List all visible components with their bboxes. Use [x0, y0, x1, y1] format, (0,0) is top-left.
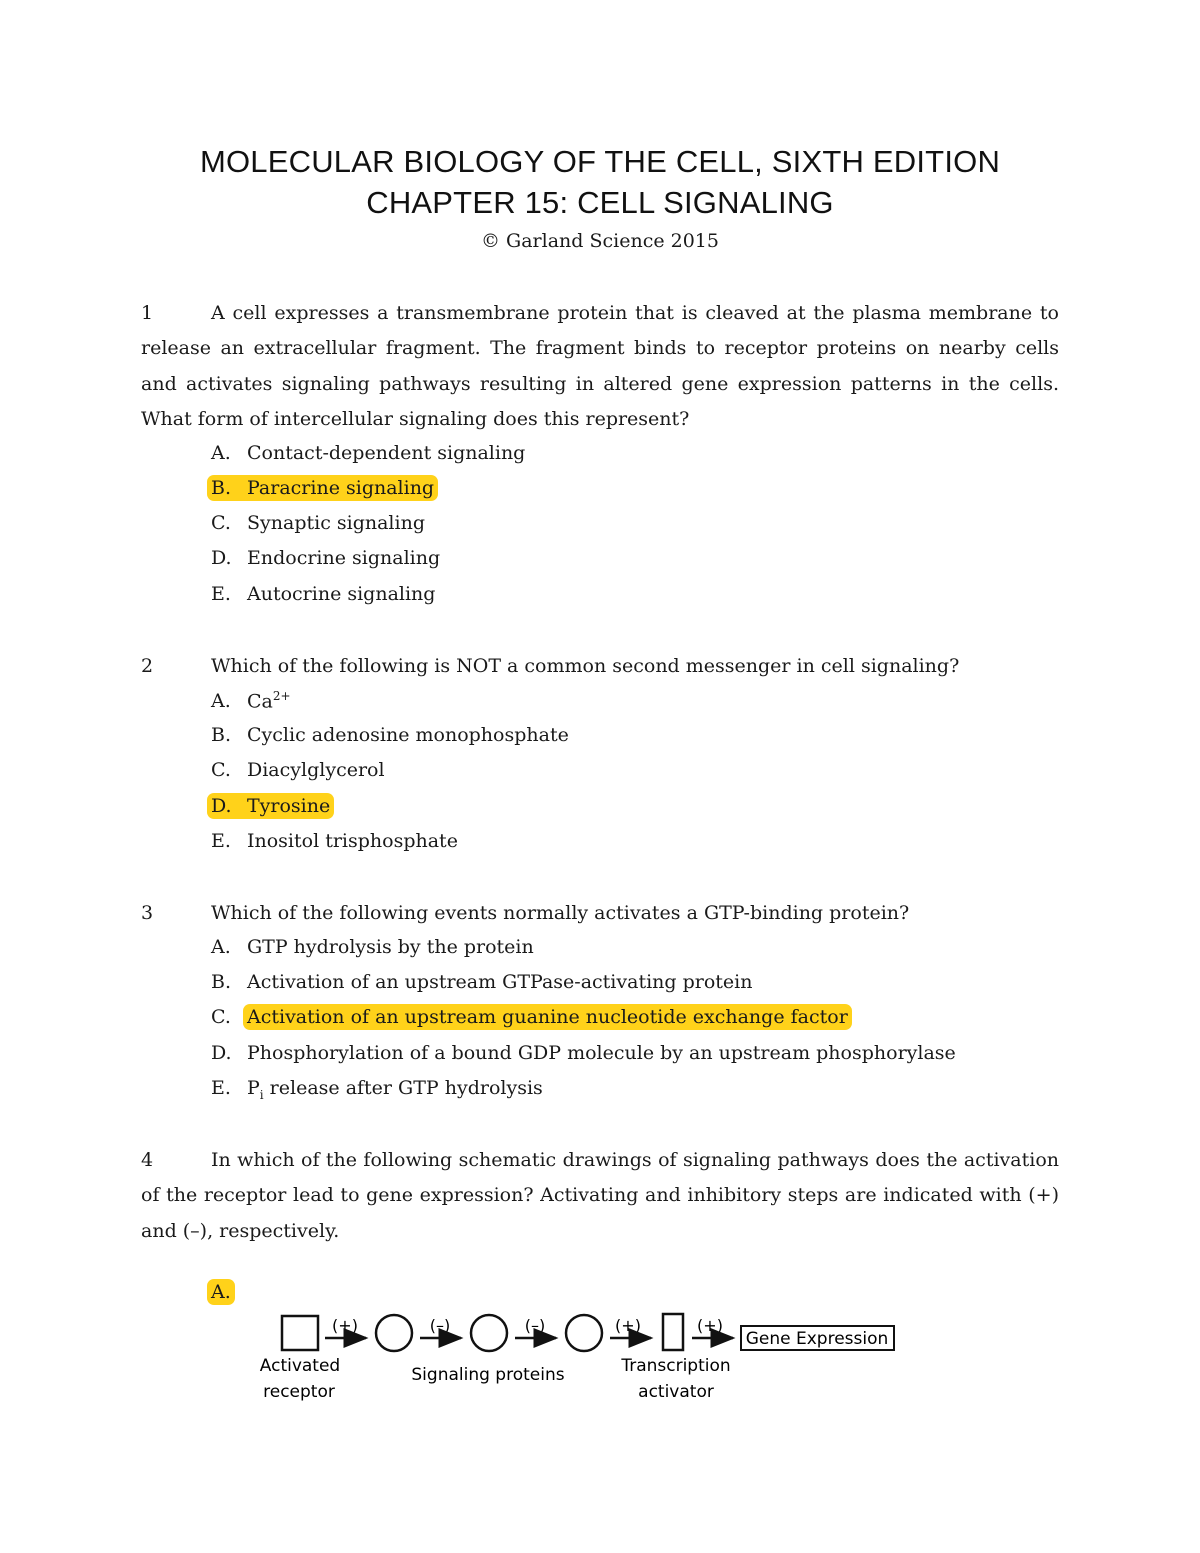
document-title-line2: CHAPTER 15: CELL SIGNALING [366, 185, 834, 220]
answer-highlight: Activation of an upstream guanine nucleotide exchange factor [243, 1004, 852, 1030]
document-title-line1: MOLECULAR BIOLOGY OF THE CELL, SIXTH EDITION [199, 144, 1001, 179]
question-number: 1 [141, 302, 154, 324]
transcription-activator-rect [663, 1314, 683, 1350]
question-1-option-e: E. Autocrine signaling [211, 583, 436, 605]
question-3-option-c: C. Activation of an upstream guanine nucleotide exchange factor [211, 1006, 852, 1028]
question-4-option-a-label [211, 1281, 235, 1303]
signaling-proteins-label: Signaling proteins [411, 1365, 565, 1385]
question-2-option-c: C. Diacylglycerol [211, 759, 385, 781]
step-4-sign: (+) [615, 1316, 641, 1335]
question-3 [141, 896, 1059, 931]
answer-highlight: A. [207, 1279, 235, 1305]
activated-receptor-square [282, 1316, 318, 1350]
question-1-option-c: C. Synaptic signaling [211, 512, 425, 534]
question-3-option-a: A. GTP hydrolysis by the protein [211, 936, 534, 958]
question-3-option-e: E. $P_i$ release after GTP hydrolysis [211, 1077, 543, 1102]
question-text: Which of the following events normally activates a GTP-binding protein? [211, 902, 910, 924]
question-text: In which of the following schematic drawings of signaling pathways does the activation of the receptor lead to gene expression? Activating and inhibitory steps are indicated with (+) and (–), respectively. [141, 1149, 1059, 1242]
question-number: 2 [141, 655, 154, 677]
question-1-option-d: D. Endocrine signaling [211, 547, 441, 569]
question-4 [141, 1143, 1059, 1249]
question-2-option-e: E. Inositol trisphosphate [211, 830, 458, 852]
question-text: Which of the following is NOT a common second messenger in cell signaling? [211, 655, 960, 677]
question-text: A cell expresses a transmembrane protein that is cleaved at the plasma membrane to release an extracellular fragment. The fragment binds to receptor proteins on nearby cells and activates signaling pathways resulting in altered gene expression patterns in the cells. What form of intercellular signaling does this represent? [141, 302, 1059, 430]
step-3-sign: (–) [524, 1316, 546, 1335]
question-number: 3 [141, 902, 154, 924]
activated-receptor-label-line1: Activated [259, 1356, 341, 1376]
gene-expression-box [741, 1326, 894, 1350]
question-1-option-b [211, 477, 438, 499]
question-3-option-d: D. Phosphorylation of a bound GDP molecule by an upstream phosphorylase [211, 1042, 956, 1064]
question-1 [141, 296, 1059, 437]
signaling-protein-3 [566, 1315, 602, 1351]
step-2-sign: (–) [429, 1316, 451, 1335]
signaling-protein-1 [376, 1315, 412, 1351]
activated-receptor-label-line2: receptor [263, 1382, 335, 1402]
question-2-option-a: A. $Ca^{2+}$ [211, 689, 291, 713]
gene-expression-label: Gene Expression [745, 1329, 889, 1349]
question-1-option-a: A. Contact-dependent signaling [211, 442, 526, 464]
copyright-notice: © Garland Science 2015 [481, 230, 719, 252]
question-2 [141, 649, 1059, 684]
transcription-activator-label-line2: activator [638, 1382, 714, 1402]
question-2-option-b: B. Cyclic adenosine monophosphate [211, 724, 569, 746]
signaling-protein-2 [471, 1315, 507, 1351]
step-5-sign: (+) [697, 1316, 723, 1335]
answer-highlight: B. Paracrine signaling [207, 475, 438, 501]
question-3-option-b: B. Activation of an upstream GTPase-activating protein [211, 971, 753, 993]
answer-highlight: D. Tyrosine [207, 793, 334, 819]
question-number: 4 [141, 1149, 154, 1171]
question-2-option-d [211, 795, 334, 817]
transcription-activator-label-line1: Transcription [621, 1356, 731, 1376]
step-1-sign: (+) [332, 1316, 358, 1335]
